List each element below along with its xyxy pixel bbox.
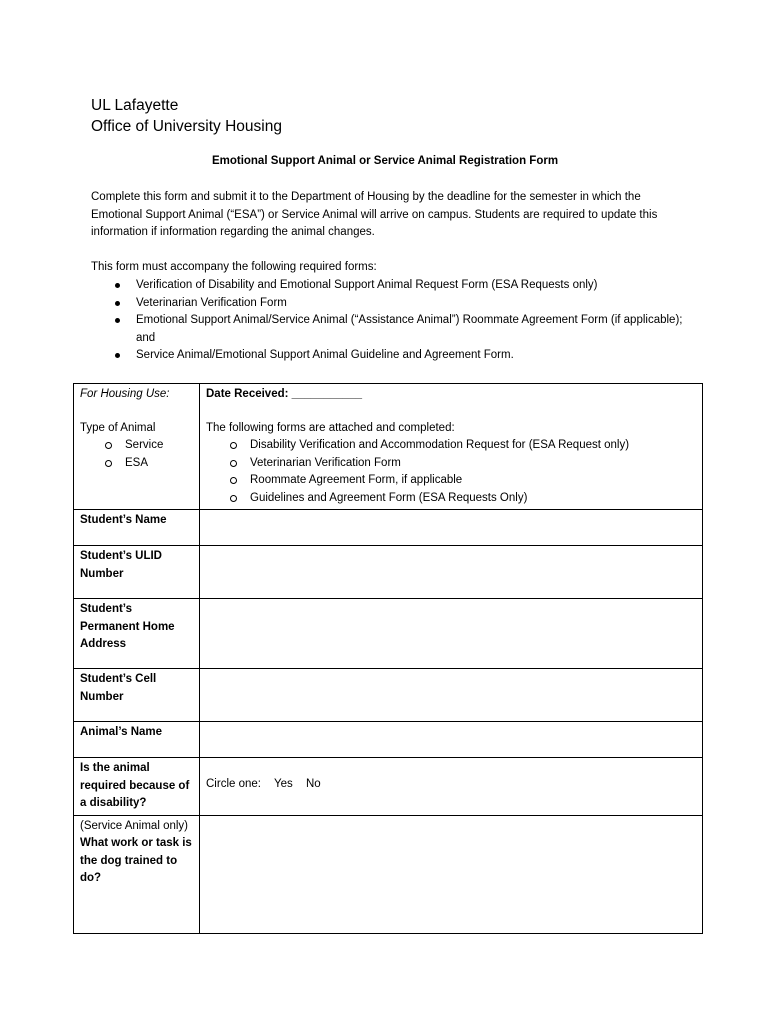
required-form-item: Emotional Support Animal/Service Animal (“Assistance Animal”) Roommate Agreement Form (if applicable); and	[91, 312, 691, 347]
cell-number-field[interactable]	[200, 669, 703, 722]
work-task-row	[74, 815, 703, 933]
attached-form-item[interactable]: Disability Verification and Accommodation Request for (ESA Request only)	[206, 437, 696, 455]
attached-form-item[interactable]: Roommate Agreement Form, if applicable	[206, 472, 696, 490]
permanent-address-field[interactable]	[200, 599, 703, 669]
animal-type-options	[80, 437, 193, 472]
student-name-field[interactable]	[200, 510, 703, 546]
student-ulid-row	[74, 546, 703, 599]
intro-paragraph: Complete this form and submit it to the Department of Housing by the deadline for the semester in which the Emotional Support Animal (“ESA”) or Service Animal will arrive on campus. Students are required to update this information if information regarding the animal changes.	[91, 191, 658, 238]
housing-use-label: For Housing Use:	[80, 388, 170, 400]
required-form-item: Service Animal/Emotional Support Animal Guideline and Agreement Form.	[91, 347, 691, 365]
type-of-animal-label: Type of Animal	[80, 421, 156, 434]
disability-question-row	[74, 758, 703, 816]
student-ulid-field[interactable]	[200, 546, 703, 599]
animal-type-option-service[interactable]: Service	[80, 437, 193, 455]
disability-question-label: Is the animal required because of a disability?	[74, 758, 200, 816]
office-name: Office of University Housing	[91, 118, 282, 135]
attached-form-item[interactable]: Veterinarian Verification Form	[206, 455, 696, 473]
cell-number-label: Student’s Cell Number	[74, 669, 200, 722]
form-title: Emotional Support Animal or Service Animal Registration Form	[211, 155, 559, 167]
permanent-address-row	[74, 599, 703, 669]
student-name-label: Student’s Name	[74, 510, 200, 546]
document-header	[91, 95, 282, 137]
date-received-field[interactable]: ___________	[291, 388, 363, 400]
animal-name-field[interactable]	[200, 722, 703, 758]
animal-name-label: Animal’s Name	[74, 722, 200, 758]
answer-yes[interactable]: Yes	[273, 778, 293, 790]
attached-forms-intro: The following forms are attached and completed:	[206, 421, 455, 434]
housing-use-row	[74, 384, 703, 510]
work-task-label-cell	[74, 815, 200, 933]
service-only-note: (Service Animal only)	[80, 819, 189, 832]
housing-use-cell	[74, 384, 200, 510]
registration-table	[73, 383, 703, 934]
answer-no[interactable]: No	[305, 778, 321, 790]
student-name-row	[74, 510, 703, 546]
date-received	[206, 386, 696, 404]
student-ulid-label: Student’s ULID Number	[74, 546, 200, 599]
required-form-item: Verification of Disability and Emotional Support Animal Request Form (ESA Requests only)	[91, 277, 691, 295]
work-task-question: What work or task is the dog trained to do?	[80, 837, 192, 884]
required-forms-list	[91, 277, 691, 365]
cell-number-row	[74, 669, 703, 722]
animal-type-option-esa[interactable]: ESA	[80, 455, 193, 473]
circle-one-label: Circle one:	[206, 778, 261, 790]
date-received-label: Date Received:	[206, 388, 289, 400]
disability-answer-cell	[200, 758, 703, 816]
required-forms-intro: This form must accompany the following required forms:	[91, 261, 377, 273]
university-name: UL Lafayette	[91, 97, 179, 114]
attached-form-item[interactable]: Guidelines and Agreement Form (ESA Requests Only)	[206, 490, 696, 508]
housing-use-details-cell	[200, 384, 703, 510]
circle-one-options	[206, 776, 696, 794]
permanent-address-label: Student’s Permanent Home Address	[74, 599, 200, 669]
work-task-field[interactable]	[200, 815, 703, 933]
required-form-item: Veterinarian Verification Form	[91, 295, 691, 313]
attached-forms-checklist	[206, 437, 696, 507]
animal-name-row	[74, 722, 703, 758]
